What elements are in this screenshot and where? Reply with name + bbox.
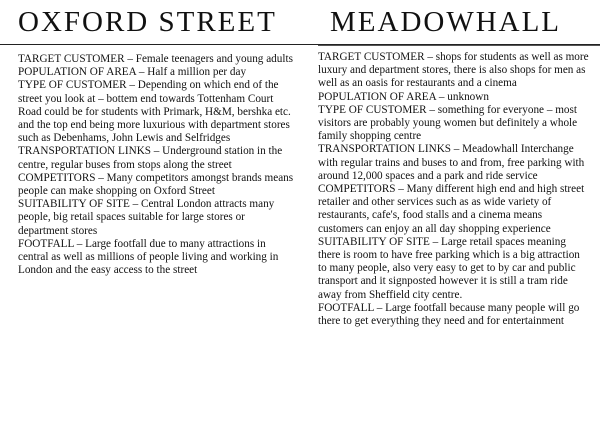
oxford-footfall: FOOTFALL – Large footfall due to many attractions in central as well as millions of people living and working in London and the easy access to the street	[18, 237, 279, 277]
oxford-target-customer: TARGET CUSTOMER – Female teenagers and young adults	[18, 53, 293, 65]
meadowhall-column	[318, 0, 590, 328]
meadowhall-transportation: TRANSPORTATION LINKS – Meadowhall Interchange with regular trains and buses to and from, free parking with around 12,000 spaces and a park and ride service	[318, 143, 585, 182]
oxford-suitability: SUITABILITY OF SITE – Central London attracts many people, big retail spaces suitable for large stores or department stores	[18, 198, 275, 237]
heading-underline-right	[318, 45, 600, 46]
oxford-population: POPULATION OF AREA – Half a million per day	[18, 66, 247, 79]
meadowhall-footfall: FOOTFALL – Large footfall because many people will go there to get everything they need and for entertainment	[318, 301, 580, 328]
meadowhall-suitability: SUITABILITY OF SITE – Large retail spaces meaning there is room to have free parking which is a big attraction to many people, also very easy to get to by car and public transport and it signposted however it is still a tram ride away from Sheffield city centre.	[318, 235, 580, 301]
meadowhall-heading: MEADOWHALL	[330, 6, 562, 38]
oxford-street-column	[18, 0, 296, 277]
oxford-street-text	[18, 53, 296, 277]
meadowhall-text	[318, 51, 590, 328]
meadowhall-target-customer: TARGET CUSTOMER – shops for students as well as more luxury and department stores, there is also shops for men as well as an oasis for restaurants and a cinema	[318, 51, 589, 90]
meadowhall-population: POPULATION OF AREA – unknown	[318, 90, 489, 103]
oxford-transportation: TRANSPORTATION LINKS – Underground station in the centre, regular buses from stops along the street	[18, 145, 283, 171]
oxford-street-heading: OXFORD STREET	[18, 6, 277, 38]
oxford-competitors: COMPETITORS – Many competitors amongst brands means people can make shopping on Oxford Street	[18, 171, 294, 198]
meadowhall-type-of-customer: TYPE OF CUSTOMER – something for everyone – most visitors are probably young women but definitely a whole family shopping centre	[318, 103, 578, 143]
oxford-type-of-customer: TYPE OF CUSTOMER – Depending on which end of the street you look at – bottem end towards Tottenham Court Road could be for students with Primark, H&M, bershka etc. and the top end being more luxurious with department stores such as Debenhams, John Lewis and Selfridges	[18, 79, 291, 145]
meadowhall-competitors: COMPETITORS – Many different high end and high street retailer and other services such as as wide variety of restaurants, cafe's, food stalls and a cinema means customers can enjoy an all day shopping experience	[318, 183, 585, 235]
